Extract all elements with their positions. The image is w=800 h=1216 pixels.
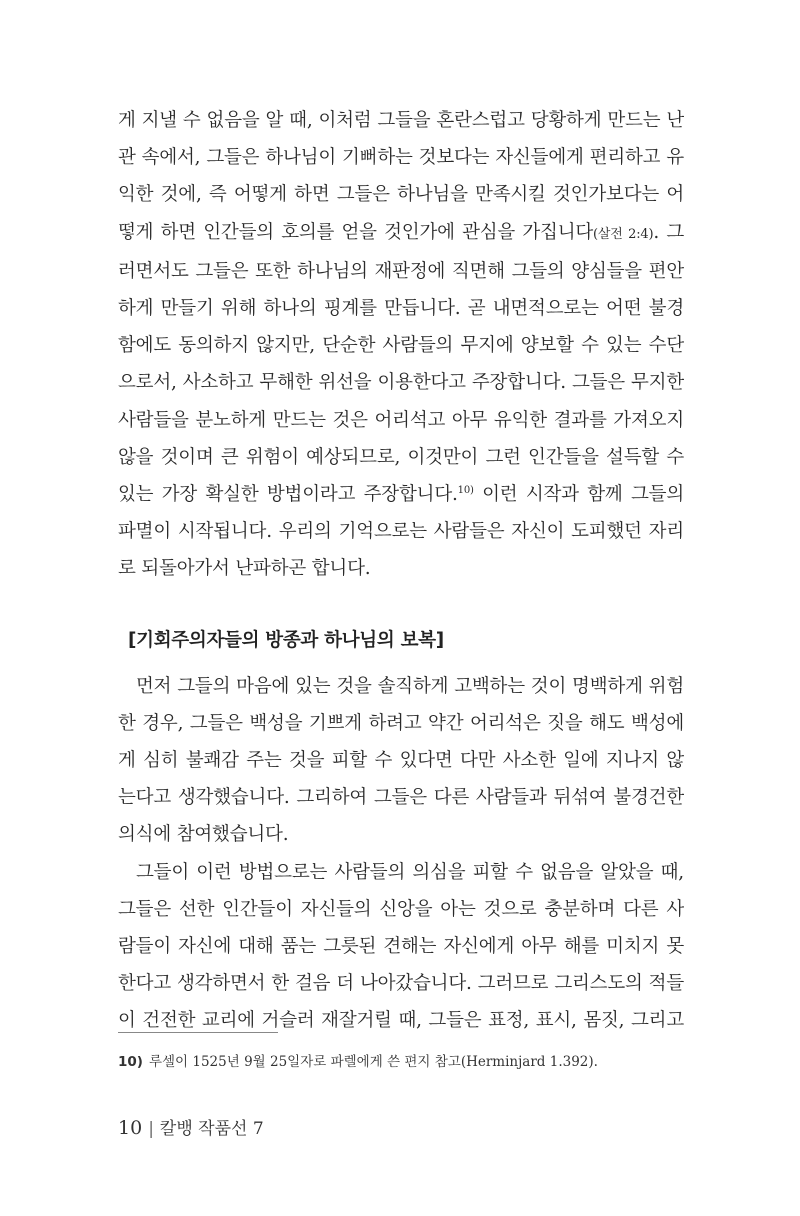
footnote-marker[interactable]: 10) [457,484,474,496]
text-line: 그들은 선한 인간들이 자신들의 신앙을 아는 것으로 충분하며 다른 사 [118,898,684,920]
text-line: 파멸이 시작됩니다. 우리의 기억으로는 사람들은 자신이 도피했던 자리 [118,521,684,543]
text-line: 함에도 동의하지 않지만, 단순한 사람들의 무지에 양보할 수 있는 수단 [118,335,684,357]
text-line: 관 속에서, 그들은 하나님이 기뻐하는 것보다는 자신들에게 편리하고 유 [118,147,684,169]
text-line: 게 심히 불쾌감 주는 것을 피할 수 있다면 다만 사소한 일에 지나지 않 [118,750,684,772]
text-line [118,214,684,253]
text-line: 러면서도 그들은 또한 하나님의 재판정에 직면해 그들의 양심들을 편안 [118,260,684,282]
text-line: 먼저 그들의 마음에 있는 것을 솔직하게 고백하는 것이 명백하게 위험 [136,675,684,697]
text-line: 는다고 생각했습니다. 그리하여 그들은 다른 사람들과 뒤섞여 불경건한 [118,787,684,809]
footer-separator: | [148,1119,154,1139]
paragraph-3 [118,854,684,1040]
page-footer [118,1116,264,1141]
text-line: 한 경우, 그들은 백성을 기쁘게 하려고 약간 어리석은 짓을 해도 백성에 [118,712,684,734]
footnote-divider [118,1032,278,1033]
text-line: 로 되돌아가서 난파하곤 합니다. [118,558,371,580]
paragraph-1 [118,102,684,588]
section-heading: [기회주의자들의 방종과 하나님의 보복] [128,629,444,651]
text-line: 으로서, 사소하고 무해한 위선을 이용한다고 주장합니다. 그들은 무지한 [118,372,684,394]
footnote-number: 10) [118,1054,143,1070]
text-line-tail: . 그 [653,221,684,243]
text-line: 한다고 생각하면서 한 걸음 더 나아갔습니다. 그러므로 그리스도의 적들 [118,973,684,995]
page-number: 10 [118,1117,143,1139]
paragraph-2 [118,668,684,854]
text-line: 하게 만들기 위해 하나의 핑계를 만듭니다. 곧 내면적으로는 어떤 불경 [118,298,684,320]
text-line: 이 건전한 교리에 거슬러 재잘거릴 때, 그들은 표정, 표시, 몸짓, 그리고 [118,1010,684,1032]
text-line: 그들이 이런 방법으로는 사람들의 의심을 피할 수 없음을 알았을 때, [136,861,684,883]
text-line-tail: 이런 시작과 함께 그들의 [473,484,684,506]
text-line: 게 지낼 수 없음을 알 때, 이처럼 그들을 혼란스럽고 당황하게 만드는 난 [118,110,684,131]
text-line: 익한 것에, 즉 어떻게 하면 그들은 하나님을 만족시킬 것인가보다는 어 [118,184,684,206]
text-line-main: 떻게 하면 인간들의 호의를 얻을 것인가에 관심을 가집니다 [118,221,594,243]
text-line: 사람들을 분노하게 만드는 것은 어리석고 아무 유익한 결과를 가져오지 [118,409,684,431]
text-line: 않을 것이며 큰 위험이 예상되므로, 이것만이 그런 인간들을 설득할 수 [118,446,684,468]
scripture-reference: (살전 2:4) [593,226,654,242]
footnote [118,1052,684,1072]
book-title: 칼뱅 작품선 7 [159,1119,264,1139]
text-line: 람들이 자신에 대해 품는 그릇된 견해는 자신에게 아무 해를 미치지 못 [118,936,684,958]
text-line-main: 있는 가장 확실한 방법이라고 주장합니다. [118,484,458,506]
text-line [118,476,684,513]
page-body [118,102,684,1040]
footnote-text: 루셀이 1525년 9월 25일자로 파렐에게 쓴 편지 참고(Herminjard 1.392). [148,1054,598,1070]
text-line: 의식에 참여했습니다. [118,824,289,846]
